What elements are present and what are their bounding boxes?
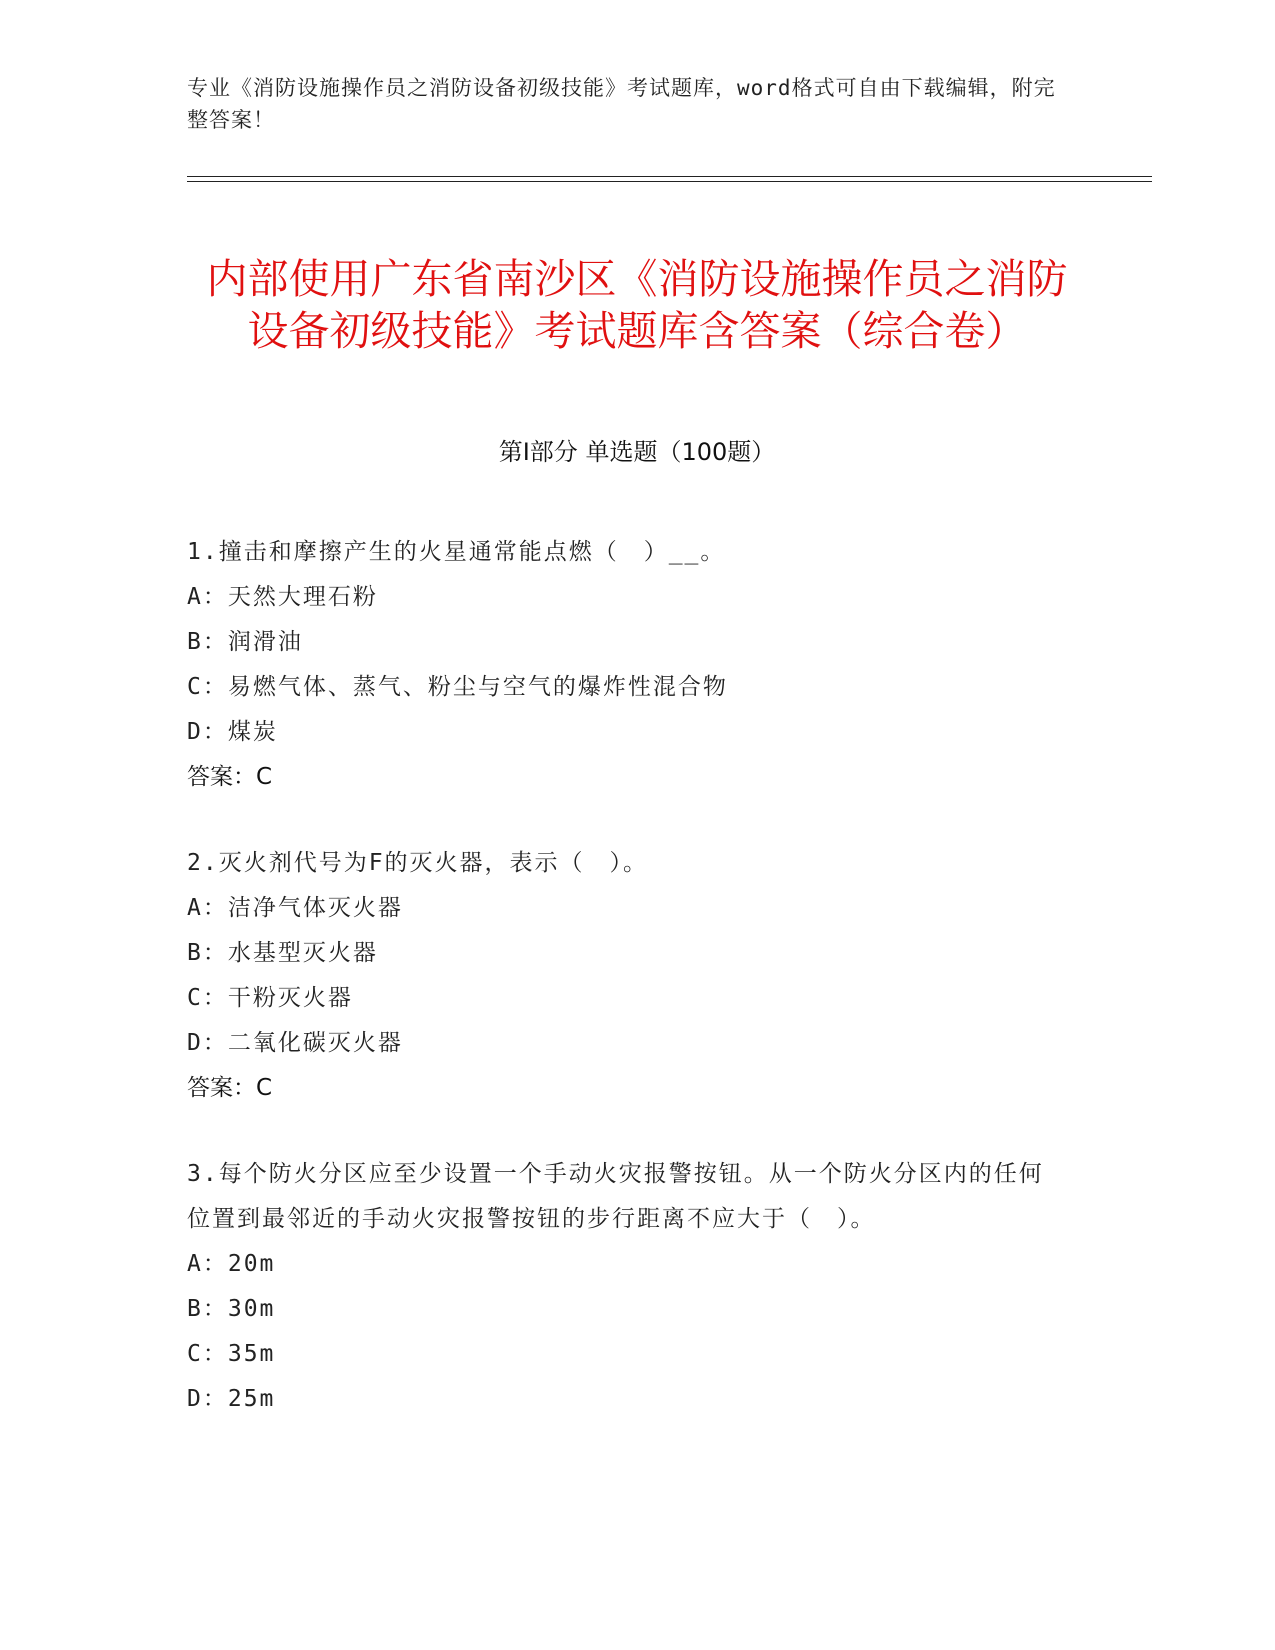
option-b: B：润滑油	[187, 629, 303, 655]
question-list	[187, 530, 1067, 1463]
option-b: B：水基型灭火器	[187, 940, 378, 966]
question-stem: 1.撞击和摩擦产生的火星通常能点燃（ ）__。	[187, 539, 726, 565]
question-stem: 2.灭火剂代号为F的灭火器，表示（ ）。	[187, 850, 649, 876]
option-a: A：天然大理石粉	[187, 584, 378, 610]
section-heading: 第Ⅰ部分 单选题（100题）	[498, 438, 776, 466]
option-c: C：35m	[187, 1341, 276, 1367]
document-title: 内部使用广东省南沙区《消防设施操作员之消防设备初级技能》考试题库含答案（综合卷）	[206, 255, 1068, 356]
header-divider-bottom	[187, 181, 1152, 182]
header-note: 专业《消防设施操作员之消防设备初级技能》考试题库，word格式可自由下载编辑，附完整答案！	[187, 76, 1056, 132]
question-3	[187, 1152, 1067, 1422]
option-d: D：煤炭	[187, 719, 278, 745]
question-1	[187, 530, 1067, 800]
option-a: A：洁净气体灭火器	[187, 895, 403, 921]
question-2	[187, 841, 1067, 1111]
question-stem: 3.每个防火分区应至少设置一个手动火灾报警按钮。从一个防火分区内的任何位置到最邻近的手动火灾报警按钮的步行距离不应大于（ ）。	[187, 1161, 1044, 1232]
header-divider-top	[187, 176, 1152, 177]
option-a: A：20m	[187, 1251, 276, 1277]
option-b: B：30m	[187, 1296, 276, 1322]
answer: 答案：C	[187, 1075, 273, 1101]
answer: 答案：C	[187, 764, 273, 790]
option-d: D：25m	[187, 1386, 276, 1412]
option-c: C：易燃气体、蒸气、粉尘与空气的爆炸性混合物	[187, 674, 728, 700]
option-c: C：干粉灭火器	[187, 985, 353, 1011]
option-d: D：二氧化碳灭火器	[187, 1030, 403, 1056]
